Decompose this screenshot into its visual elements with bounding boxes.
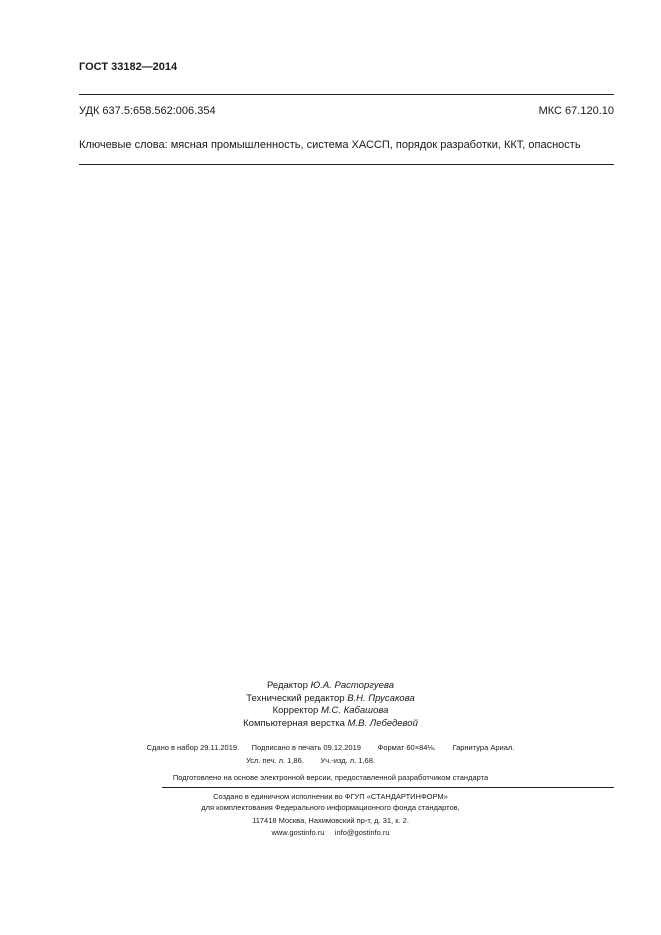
standard-number: ГОСТ 33182—2014 — [79, 61, 178, 73]
address-line: 117418 Москва, Нахимовский пр-т, д. 31, к. 2. — [252, 816, 409, 825]
keywords-rule — [79, 164, 614, 165]
credit-editor: Редактор Ю.А. Расторгуева — [266, 680, 394, 691]
credit-proofreader: Корректор М.С. Кабашова — [272, 705, 389, 716]
credit-layout: Компьютерная верстка М.В. Лебедевой — [243, 717, 418, 729]
publication-line-2: Усл. печ. л. 1,86. Уч.-изд. л. 1,68. — [245, 756, 375, 765]
web-contacts: www.gostinfo.ru info@gostinfo.ru — [271, 828, 390, 837]
footer-rule — [162, 787, 614, 788]
created-line-1: Создано в единичном исполнении во ФГУП «СТАНДАРТИНФОРМ» — [213, 792, 448, 801]
credit-tech-editor: Технический редактор В.Н. Прусакова — [246, 692, 415, 704]
prepared-note: Подготовлено на основе электронной версии, предоставленной разработчиком стандарта — [172, 773, 489, 782]
udk-code: УДК 637.5:658.562:006.354 — [79, 105, 216, 117]
mks-code: МКС 67.120.10 — [538, 105, 614, 117]
created-line-2: для комплектования Федерального информационного фонда стандартов, — [201, 803, 460, 812]
header-rule — [79, 94, 614, 95]
publication-line-1: Сдано в набор 29.11.2019. Подписано в печать 09.12.2019 Формат 60×84⅛. Гарнитура Ариал. — [146, 743, 515, 752]
credits-block — [0, 680, 661, 730]
keywords: Ключевые слова: мясная промышленность, система ХАССП, порядок разработки, ККТ, опасность — [79, 139, 581, 151]
